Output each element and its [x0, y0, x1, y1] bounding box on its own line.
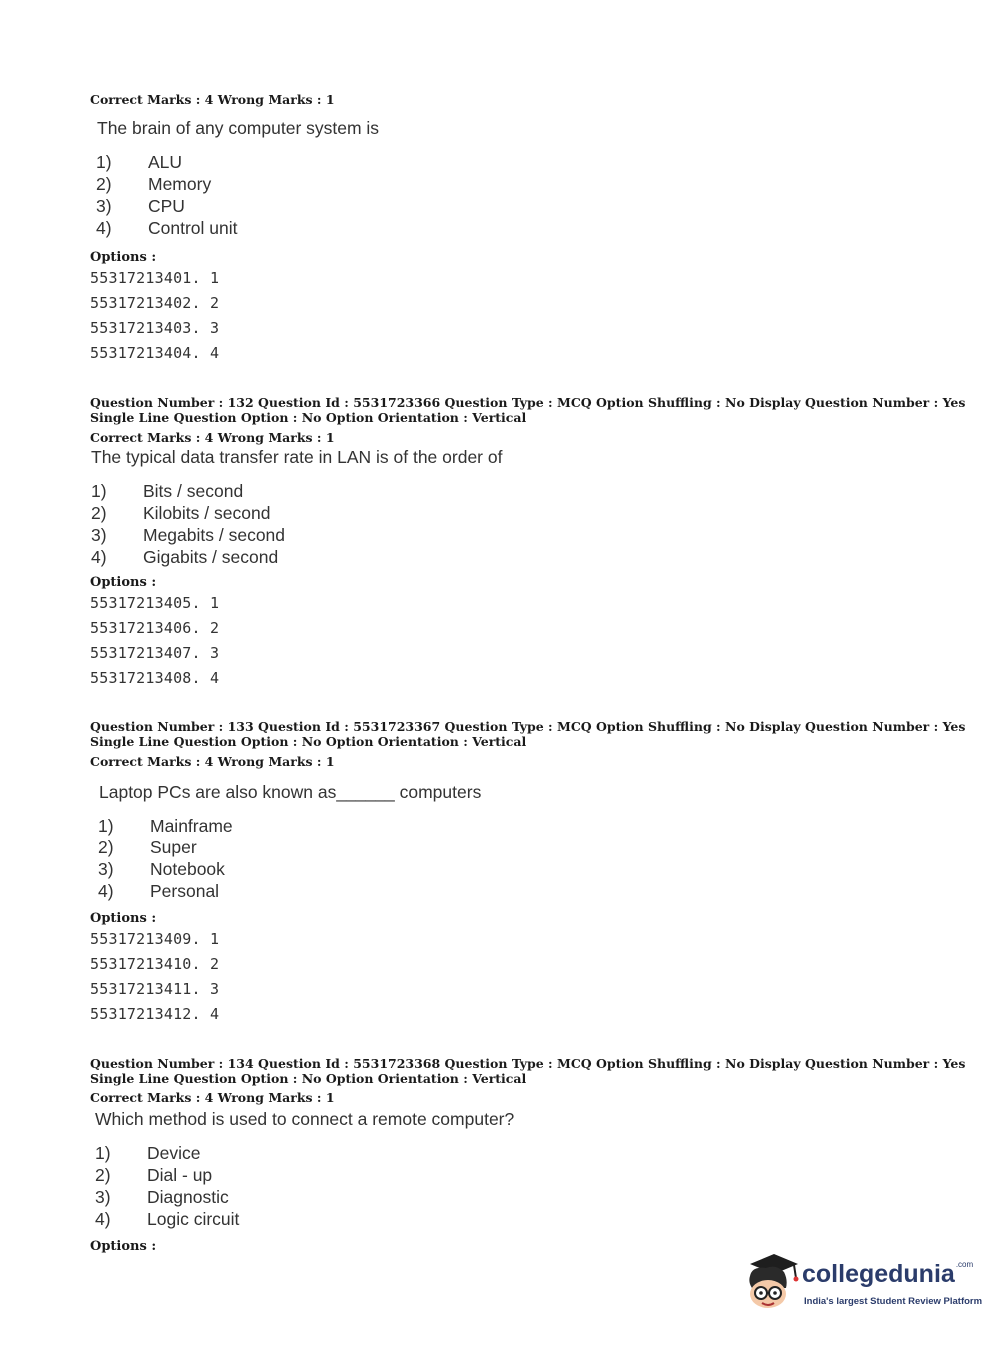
- q133-marks: Correct Marks : 4 Wrong Marks : 1: [90, 754, 335, 769]
- q131-option-1: 1) ALU: [96, 152, 183, 172]
- q131-option-3: 3) CPU: [96, 196, 185, 216]
- q134-option-2: 2) Dial - up: [95, 1165, 213, 1185]
- q131-option-id-1: 55317213401. 1: [90, 269, 220, 287]
- q133-option-3: 3) Notebook: [98, 859, 225, 879]
- collegedunia-logo: [742, 1250, 983, 1320]
- q133-option-id-2: 55317213410. 2: [90, 955, 220, 973]
- q132-options-label: Options :: [90, 575, 157, 590]
- q132-option-1: 1) Bits / second: [91, 481, 244, 501]
- q134-marks: Correct Marks : 4 Wrong Marks : 1: [90, 1090, 335, 1105]
- q134-option-1: 1) Device: [95, 1143, 201, 1163]
- q131-option-id-4: 55317213404. 4: [90, 344, 220, 362]
- q133-question: Laptop PCs are also known as______ computers: [99, 782, 482, 802]
- q133-option-id-3: 55317213411. 3: [90, 980, 220, 998]
- q132-option-id-3: 55317213407. 3: [90, 644, 220, 662]
- q132-option-id-1: 55317213405. 1: [90, 594, 220, 612]
- q133-option-id-1: 55317213409. 1: [90, 930, 220, 948]
- q131-option-4: 4) Control unit: [96, 218, 238, 238]
- q133-options-label: Options :: [90, 911, 157, 926]
- q132-option-2: 2) Kilobits / second: [91, 503, 271, 523]
- q132-option-3: 3) Megabits / second: [91, 525, 286, 545]
- q131-marks: Correct Marks : 4 Wrong Marks : 1: [90, 92, 335, 107]
- q132-option-4: 4) Gigabits / second: [91, 547, 279, 567]
- q131-option-id-2: 55317213402. 2: [90, 294, 220, 312]
- q133-option-1: 1) Mainframe: [98, 816, 233, 836]
- q131-option-id-3: 55317213403. 3: [90, 319, 220, 337]
- q133-meta-line-1: Question Number : 133 Question Id : 5531723367 Question Type : MCQ Option Shuffling : No Display Question Number : Yes: [90, 719, 966, 734]
- q133-meta-line-2: Single Line Question Option : No Option Orientation : Vertical: [90, 734, 527, 749]
- q134-question: Which method is used to connect a remote computer?: [95, 1109, 515, 1129]
- q131-option-2: 2) Memory: [96, 174, 212, 194]
- q134-options-label: Options :: [90, 1239, 157, 1254]
- q134-option-3: 3) Diagnostic: [95, 1187, 229, 1207]
- logo-wordmark: collegedunia$^{.com}$: [802, 1260, 974, 1288]
- q132-marks: Correct Marks : 4 Wrong Marks : 1: [90, 430, 335, 445]
- logo-tagline: India's largest Student Review Platform: [804, 1296, 983, 1307]
- q132-meta-line-2: Single Line Question Option : No Option Orientation : Vertical: [90, 410, 527, 425]
- q133-option-4: 4) Personal: [98, 881, 220, 901]
- q133-option-id-4: 55317213412. 4: [90, 1005, 220, 1023]
- q132-option-id-2: 55317213406. 2: [90, 619, 220, 637]
- q134-meta-line-2: Single Line Question Option : No Option Orientation : Vertical: [90, 1071, 527, 1086]
- q134-meta-line-1: Question Number : 134 Question Id : 5531723368 Question Type : MCQ Option Shuffling : No Display Question Number : Yes: [90, 1056, 966, 1071]
- q133-option-2: 2) Super: [98, 837, 197, 857]
- q132-option-id-4: 55317213408. 4: [90, 669, 220, 687]
- q132-question: The typical data transfer rate in LAN is of the order of: [91, 447, 503, 467]
- q131-question: The brain of any computer system is: [97, 118, 380, 138]
- q132-meta-line-1: Question Number : 132 Question Id : 5531723366 Question Type : MCQ Option Shuffling : No Display Question Number : Yes: [90, 395, 966, 410]
- student-mascot-icon: [742, 1250, 800, 1318]
- q134-option-4: 4) Logic circuit: [95, 1209, 240, 1229]
- q131-options-label: Options :: [90, 250, 157, 265]
